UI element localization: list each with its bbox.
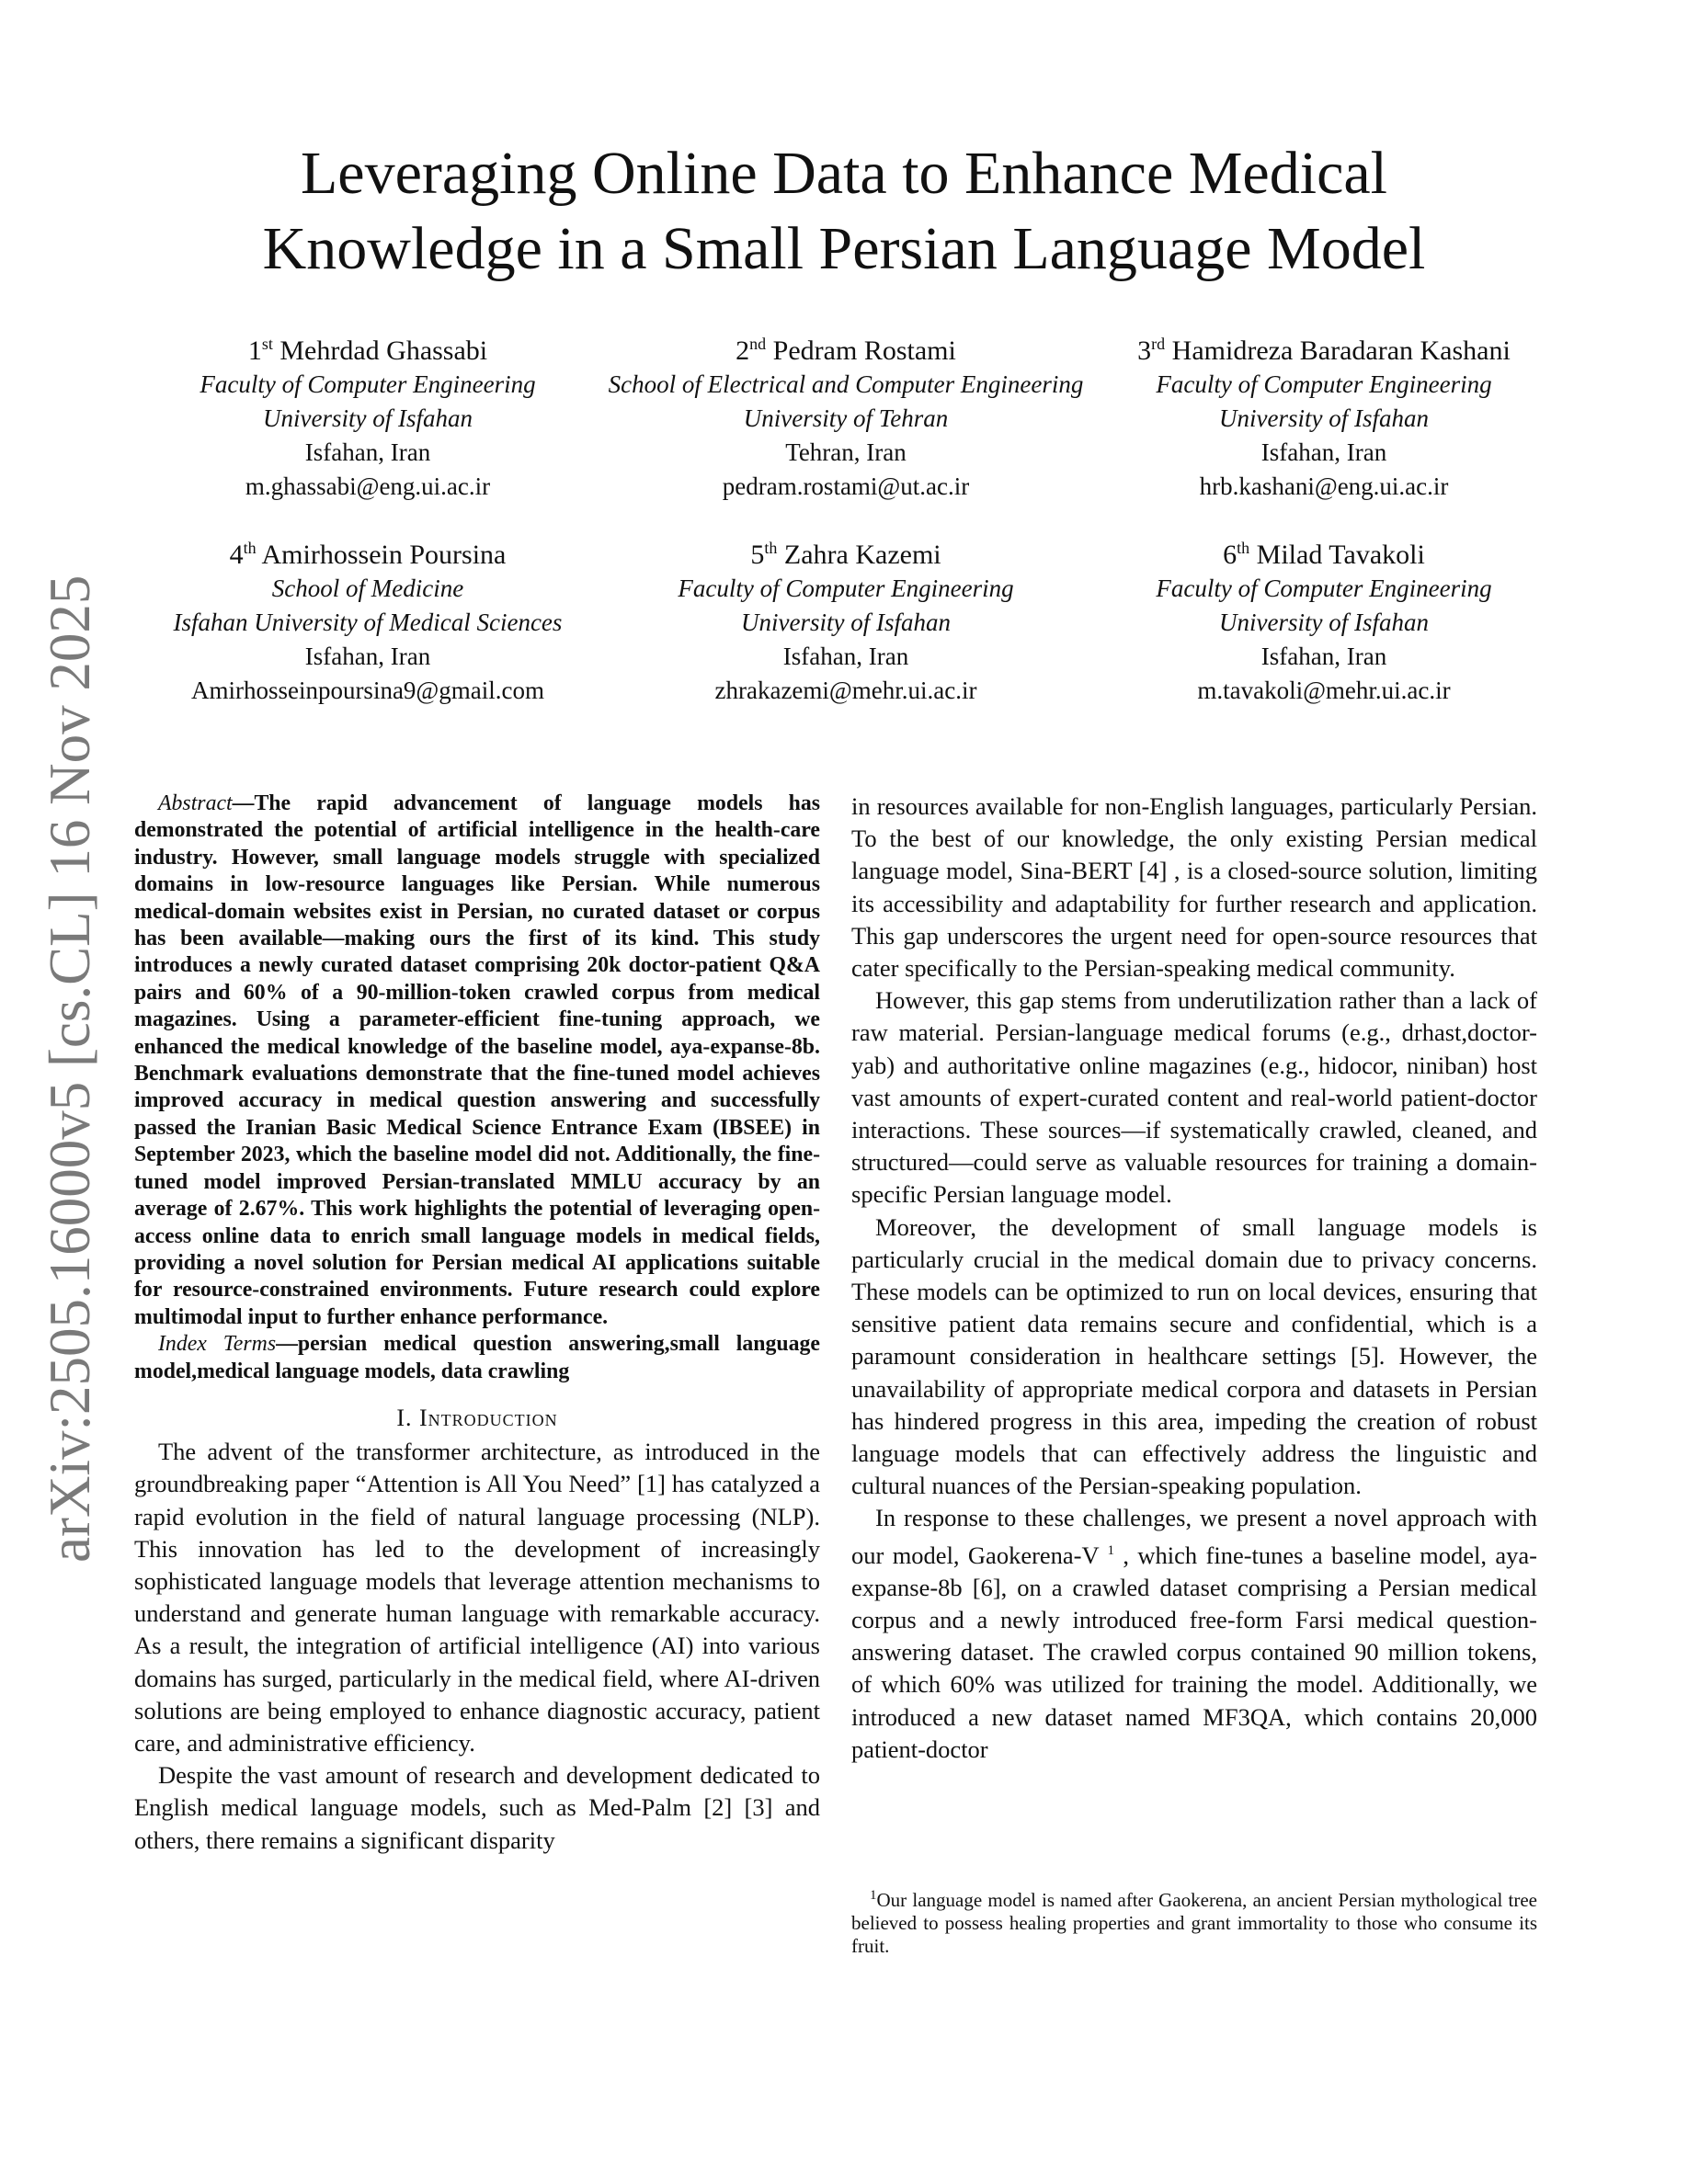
author-block	[129, 327, 607, 504]
author-name	[1085, 327, 1563, 368]
author-email[interactable]: pedram.rostami@ut.ac.ir	[722, 472, 970, 500]
authors-row-1	[129, 327, 1563, 504]
paragraph: However, this gap stems from underutilization rather than a lack of raw material. Persian-language medical forums (e.g., drhast,doctor-yab) and authoritative online magazines (e.g., hidocor, niniban) host vast amounts of expert-curated content and real-world patient-doctor interactions. These sources—if systematically crawled, cleaned, and structured—could serve as valuable resources for training a domain-specific Persian language model.	[851, 986, 1537, 1209]
author-block	[129, 531, 607, 708]
author-name	[607, 327, 1085, 368]
author-location: Isfahan, Iran	[304, 643, 431, 670]
title-line-1: Leveraging Online Data to Enhance Medical	[300, 140, 1387, 207]
author-name-text: Pedram Rostami	[772, 336, 956, 366]
author-order-suffix: th	[1237, 539, 1250, 557]
author-name	[607, 531, 1085, 572]
paragraph	[851, 1502, 1537, 1765]
title-line-2: Knowledge in a Small Persian Language Model	[262, 215, 1426, 282]
author-block	[607, 531, 1085, 708]
author-block	[607, 327, 1085, 504]
author-name	[1085, 531, 1563, 572]
author-university: Isfahan University of Medical Sciences	[173, 609, 563, 636]
paragraph: Moreover, the development of small language models is particularly crucial in the medical domain due to privacy concerns. These models can be optimized to run on local devices, ensuring that sensitive patient data remains secure and confidential, which is a paramount consideration in healthcare settings [5]. However, the unavailability of appropriate medical corpora and datasets in Persian has hindered progress in this area, impeding the creation of robust language models that can effectively address the linguistic and cultural nuances of the Persian-speaking population.	[851, 1212, 1537, 1500]
section-heading-introduction: I. Introduction	[396, 1404, 558, 1431]
abstract	[134, 791, 820, 1331]
author-order: 3	[1137, 336, 1152, 366]
author-location: Isfahan, Iran	[1260, 643, 1387, 670]
right-column	[851, 791, 1537, 1766]
author-email[interactable]: hrb.kashani@eng.ui.ac.ir	[1199, 472, 1449, 500]
index-terms	[134, 1331, 820, 1385]
author-block	[1085, 327, 1563, 504]
author-email[interactable]: m.ghassabi@eng.ui.ac.ir	[245, 472, 491, 500]
abstract-label: Abstract	[158, 791, 233, 815]
author-name-text: Mehrdad Ghassabi	[279, 336, 488, 366]
author-location: Isfahan, Iran	[1260, 438, 1387, 466]
author-affiliation: School of Electrical and Computer Engineering	[608, 370, 1084, 398]
index-terms-text: —persian medical question answering,small language model,medical language models, data crawling	[134, 1332, 820, 1383]
paragraph-text: , which fine-tunes a baseline model, aya-expanse-8b [6], on a crawled dataset comprising a Persian medical corpus and a newly introduced free-form Farsi medical question-answering dataset. The crawled corpus contained 90 million tokens, of which 60% was utilized for training the model. Additionally, we introduced a new dataset named MF3QA, which contains 20,000 patient-doctor	[851, 1541, 1538, 1763]
paragraph: The advent of the transformer architecture, as introduced in the groundbreaking paper “Attention is All You Need” [1] has catalyzed a rapid evolution in the field of natural language processing (NLP). This innovation has led to the development of increasingly sophisticated language models that leverage attention mechanisms to understand and generate human language with remarkable accuracy. As a result, the integration of artificial intelligence (AI) into various domains has surged, particularly in the medical field, where AI-driven solutions are being employed to enhance diagnostic accuracy, patient care, and administrative efficiency.	[134, 1438, 820, 1757]
arxiv-identifier: arXiv:2505.16000v5 [cs.CL] 16 Nov 2025	[38, 574, 102, 1563]
paragraph: Despite the vast amount of research and development dedicated to English medical language models, such as Med-Palm [2] [3] and others, there remains a significant disparity	[134, 1761, 820, 1854]
author-order-suffix: rd	[1151, 335, 1166, 353]
author-order: 1	[247, 336, 262, 366]
author-email[interactable]: m.tavakoli@mehr.ui.ac.ir	[1197, 677, 1451, 704]
author-order-suffix: nd	[749, 335, 767, 353]
author-name-text: Amirhossein Poursina	[261, 540, 507, 570]
author-name-text: Zahra Kazemi	[783, 540, 941, 570]
paper-title	[0, 136, 1688, 287]
authors-row-2	[129, 531, 1563, 708]
author-affiliation: Faculty of Computer Engineering	[1156, 574, 1492, 602]
author-location: Tehran, Iran	[785, 438, 907, 466]
author-university: University of Isfahan	[1219, 404, 1429, 432]
author-name	[129, 327, 607, 368]
abstract-text: —The rapid advancement of language models has demonstrated the potential of artificial intelligence in the health-care industry. However, small language models struggle with specialized domains in low-resource languages like Persian. While numerous medical-domain websites exist in Persian, no curated dataset or corpus has been available—making ours the first of its kind. This study introduces a newly curated dataset comprising 20k doctor-patient Q&A pairs and 60% of a 90-million-token crawled corpus from medical magazines. Using a parameter-efficient fine-tuning approach, we enhanced the medical knowledge of the baseline model, aya-expanse-8b. Benchmark evaluations demonstrate that the fine-tuned model achieves improved accuracy in medical question answering and successfully passed the Iranian Basic Medical Science Entrance Exam (IBSEE) in September 2023, which the baseline model did not. Additionally, the fine-tuned model improved Persian-translated MMLU accuracy by an average of 2.67%. This work highlights the potential of leveraging open-access online data to enrich small language models in medical fields, providing a novel solution for Persian medical AI applications suitable for resource-constrained environments. Future research could explore multimodal input to further enhance performance.	[134, 791, 820, 1329]
author-name-text: Hamidreza Baradaran Kashani	[1171, 336, 1511, 366]
footnote-ref[interactable]: 1	[1107, 1542, 1115, 1558]
author-affiliation: Faculty of Computer Engineering	[1156, 370, 1492, 398]
paragraph-text: In response to these challenges, we present a novel approach with our model, Gaokerena-V	[851, 1504, 1537, 1569]
author-order-suffix: th	[243, 539, 257, 557]
author-location: Isfahan, Iran	[782, 643, 909, 670]
author-order-suffix: st	[261, 335, 273, 353]
paragraph: in resources available for non-English languages, particularly Persian. To the best of our knowledge, the only existing Persian medical language model, Sina-BERT [4] , is a closed-source solution, limiting its accessibility and adaptability for further research and application. This gap underscores the urgent need for open-source resources that cater specifically to the Persian-speaking medical community.	[851, 792, 1537, 983]
author-university: University of Isfahan	[741, 609, 951, 636]
author-location: Isfahan, Iran	[304, 438, 431, 466]
author-email[interactable]: zhrakazemi@mehr.ui.ac.ir	[714, 677, 977, 704]
author-university: University of Isfahan	[263, 404, 473, 432]
author-order: 4	[229, 540, 244, 570]
author-affiliation: Faculty of Computer Engineering	[678, 574, 1014, 602]
footnote-mark: 1	[870, 1888, 877, 1903]
author-name	[129, 531, 607, 572]
footnote-text: Our language model is named after Gaokerena, an ancient Persian mythological tree believed to possess healing properties and grant immortality to those who consume its fruit.	[851, 1889, 1537, 1957]
left-column	[134, 791, 820, 1857]
footnote	[851, 1884, 1537, 1958]
author-order: 5	[750, 540, 765, 570]
author-order: 6	[1223, 540, 1237, 570]
author-name-text: Milad Tavakoli	[1256, 540, 1425, 570]
author-affiliation: School of Medicine	[271, 574, 464, 602]
author-block	[1085, 531, 1563, 708]
index-terms-label: Index Terms	[158, 1332, 277, 1357]
author-university: University of Tehran	[743, 404, 949, 432]
author-affiliation: Faculty of Computer Engineering	[200, 370, 536, 398]
author-university: University of Isfahan	[1219, 609, 1429, 636]
author-order-suffix: th	[764, 539, 778, 557]
author-order: 2	[736, 336, 750, 366]
author-email[interactable]: Amirhosseinpoursina9@gmail.com	[190, 677, 545, 704]
